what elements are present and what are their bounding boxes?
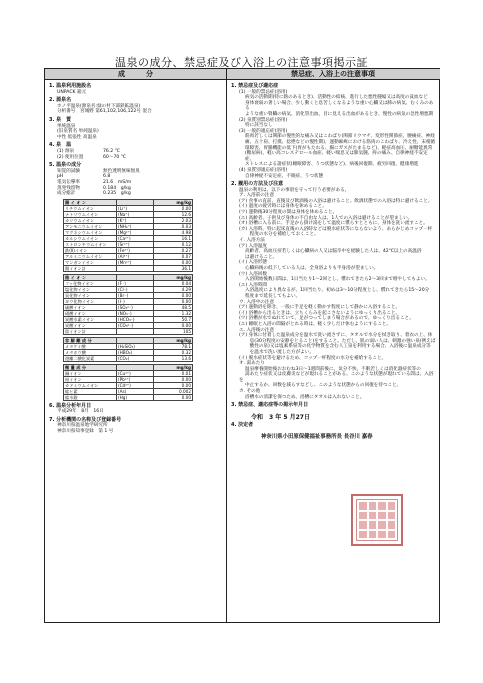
text-line: 入浴開始後数日間は、1日当たり1〜2回とし、慣れてきたら2〜3回まで増やしてもよい。 (239, 277, 430, 283)
component-symbol: (SO₄²⁻) (117, 304, 154, 310)
text-line: イ. 入浴方法 (239, 238, 265, 244)
component-value: 0.01 (154, 370, 193, 376)
spring-quality: 単純温泉 (57, 123, 76, 129)
analysis-number: 分析番号 宮城野 第61,102,106,122号 混合 (57, 109, 152, 115)
text-line: 中止するか、回数を減らすなどし、このような状態からの回復を待つこと。 (239, 383, 402, 389)
component-value: mg/kg (154, 364, 193, 370)
cation-table (63, 199, 193, 272)
property-value: 21.6 mS/m (103, 179, 132, 185)
table-row (64, 328, 193, 334)
component-value: 50.7 (154, 316, 193, 322)
component-symbol: (Pb²⁺) (117, 376, 154, 382)
component-symbol: (K⁺) (117, 217, 154, 223)
component-name: 鉛イオン (64, 376, 117, 382)
component-value: 0.03 (154, 223, 193, 229)
component-name: ヨウ化物イオン (64, 298, 117, 304)
text-line: (イ) 浴槽から出るときは、立ちくらみを起こさないようにゆっくり出ること。 (239, 310, 401, 316)
text-line: (ア) 運動浴を除き、一般に手足を軽く動かす程度にして静かに入浴すること。 (239, 305, 401, 311)
column-divider (226, 69, 227, 622)
component-symbol: (CO₂) (117, 355, 154, 361)
component-value: 16.1 (154, 235, 193, 241)
component-name: 炭酸イオン (64, 322, 117, 328)
section-title: 5. 温泉の成分 (49, 162, 82, 169)
component-value: 0.00 (154, 259, 193, 265)
component-symbol: (H₂SiO₃) (117, 343, 154, 349)
component-name: ストロンチウムイオン (64, 241, 117, 247)
section-title: 3. 泉 質 (49, 116, 72, 123)
property-label: pH (57, 174, 64, 180)
source-name: ホノ平温泉(源泉名:緑の村下部鉄鉱温泉) (57, 103, 141, 109)
component-symbol: (Na⁺) (117, 211, 154, 217)
temp-value: 60〜70 ℃ (103, 154, 126, 160)
component-name: 硫酸イオン (64, 304, 117, 310)
component-name: カリウムイオン (64, 217, 117, 223)
component-value: 0.04 (154, 280, 193, 286)
table-row (64, 265, 193, 271)
text-line: 入浴温度により異なるが、1回当たり、初めは3〜10分程度とし、慣れてきたら15〜20分 (239, 288, 430, 294)
facility-name: UNPACK 箱元 (57, 89, 87, 95)
component-name: 臭化物イオン (64, 292, 117, 298)
text-line: は避けること。 (239, 254, 278, 260)
component-value: 0.00 (154, 292, 193, 298)
property-value: 0.235 g/kg (103, 191, 131, 197)
component-name: アンモニウムイオン (64, 223, 117, 229)
source-section (49, 98, 223, 115)
component-value: 4.98 (154, 229, 193, 235)
component-symbol (117, 265, 154, 271)
component-value: 0.00 (154, 205, 193, 211)
text-line: (カ) 入浴時、特に起床直後の入浴時などは脱水症状等にならないよう、あらかじめコップ一杯 (239, 226, 433, 232)
indications-section (231, 84, 436, 179)
text-line: 身体衰弱の著しい場合、少し動くと息苦しくなるような重い心臓又は肺の病気、むくみのある (245, 100, 434, 112)
component-value: mg/kg (154, 199, 193, 205)
component-value: 48.5 (154, 304, 193, 310)
component-name: 陰イオン計 (64, 328, 117, 334)
quality-class: 中性 低張性 高温泉 (57, 134, 97, 140)
component-name: 総ヒ素 (64, 388, 117, 394)
component-symbol: (Ca²⁺) (117, 235, 154, 241)
subsection-title: (4) 泉質別適応症(浴用) (239, 167, 288, 173)
components-column (49, 81, 223, 435)
text-line: (エ) 入浴時間 (239, 282, 268, 288)
property-label: 蒸発残留物 (57, 185, 80, 191)
component-value: 0.00 (154, 298, 193, 304)
component-name: 総水銀 (64, 394, 117, 400)
section-title: 2. 源泉名 (49, 97, 72, 104)
component-name: カルシウムイオン (64, 235, 117, 241)
text-line: ような重い腎臓の病気、消化管出血、目に見える出血があるとき、慢性の病気の急性増悪期 (245, 111, 434, 117)
text-line: 息(30分程度の安静をとること)をすること。ただし、肌の弱い人は、刺激の強い泉(例えば (239, 338, 436, 344)
text-line: 環障害、胃腸機能の低下(胃がもたれる、腸にガスがたまるなど)、軽症高血圧、耐糖能異常 (245, 145, 433, 151)
text-line: (ウ) 運動後30分程度の間は身体を休めること。 (239, 210, 338, 216)
property-label: 知覚的試験 (57, 168, 80, 174)
text-line: 特に該当なし (245, 123, 273, 129)
header-components: 成 分 (45, 69, 226, 80)
property-label: 電気伝導率 (57, 179, 80, 185)
component-value: 0.00 (154, 376, 193, 382)
official-seal-stamp (351, 494, 403, 546)
component-value: mg/kg (154, 274, 193, 280)
subsection-title: (2) 泉質別禁忌症(浴用) (239, 117, 288, 123)
text-line: (糖尿病)、軽い高コレステロール血症、軽い喘息又は肺気腫、痔の痛み、自律神経不安定症、 (245, 151, 428, 162)
component-symbol: (Mg²⁺) (117, 229, 154, 235)
component-symbol: (Li⁺) (117, 205, 154, 211)
component-name: 遊離二酸化炭素 (64, 355, 117, 361)
component-value: 0.002 (154, 388, 193, 394)
temp-value: 76.2 ℃ (103, 148, 120, 154)
component-name: 塩化物イオン (64, 286, 117, 292)
subsection-title: (1) 一般的禁忌症(浴用) (239, 89, 288, 95)
temp-row (49, 155, 223, 161)
text-line: (エ) 睡眠と入浴の間隔がとれる時は、軽く少しだけ休むようにすること。 (239, 321, 392, 327)
text-line: 病気の活動期(特に熱のあるとき)、活動性の結核、進行した悪性腫瘍又は高度の貧血など (245, 95, 428, 101)
component-value: 0.32 (154, 349, 193, 355)
usage-notes (231, 188, 436, 401)
component-symbol: (Sr²⁺) (117, 241, 154, 247)
component-value: 0.27 (154, 247, 193, 253)
section-title: 7. 分析機関の名称及び登録番号 (49, 416, 122, 423)
component-name: 鉄(II)イオン (64, 247, 117, 253)
component-symbol: (HCO₃⁻) (117, 316, 154, 322)
component-value: 105 (154, 328, 193, 334)
component-symbol: (F⁻) (117, 280, 154, 286)
trace-table (63, 364, 193, 401)
component-name: 陽イオン計 (64, 265, 117, 271)
component-name: メタケイ酸 (64, 343, 117, 349)
lab-section (49, 418, 223, 435)
old-quality: (旧泉質名 単純温泉) (57, 129, 99, 135)
spring-quality-section (49, 118, 223, 140)
text-line: (ア) 食事の直前、直後及び飲酒後の入浴は避けること。飲酒状態での入浴は特に避けること。 (239, 198, 433, 204)
general-indications (231, 134, 436, 168)
page-title: 温泉の成分、禁忌症及び入浴上の注意事項掲示証 (115, 56, 368, 69)
lab-registration: 神奈川県知事登録 第 1 号 (57, 429, 114, 435)
component-symbol: (Cu²⁺) (117, 370, 154, 376)
property-value: 6.8 (103, 174, 111, 180)
component-name: リチウムイオン (64, 205, 117, 211)
text-line: (ア) 入浴温度 (239, 243, 268, 249)
temp-label: (1) 源泉 (57, 148, 75, 154)
section-title: 2. 履用の方法及び注意 (231, 181, 284, 188)
property-value: 0.184 g/kg (103, 185, 131, 191)
component-value: 78.1 (154, 343, 193, 349)
specific-indications (231, 174, 436, 180)
temperature-section (49, 143, 223, 160)
component-symbol: (Cl⁻) (117, 286, 154, 292)
component-name: 銅イオン (64, 370, 117, 376)
section-title: 3. 禁忌症、適応症等の掲示年月日 (231, 402, 309, 409)
component-value: 0.00 (154, 394, 193, 400)
text-line: 温泉療養開始後おおむね3日〜1週間前後に、気分不快、不眠若しくは消化器症状等の (239, 366, 421, 372)
decider-name: 神奈川県小田原保健福祉事務所長 長谷川 嘉春 (261, 434, 373, 441)
component-symbol: (Br⁻) (117, 292, 154, 298)
component-value: 36.1 (154, 265, 193, 271)
decider-section (231, 423, 436, 440)
text-line: 温泉の利用は、以下の事項を守って行う必要がある。 (239, 187, 350, 193)
text-line: 程度の水分を補給しておくこと。 (239, 232, 319, 238)
component-symbol: (I⁻) (117, 298, 154, 304)
component-symbol: (NH₄⁺) (117, 223, 154, 229)
text-line: (オ) 浴槽に入る前に、手足から掛け湯をして温度に慣らすとともに、身体を洗い流すこと。 (239, 221, 428, 227)
component-name: 非 解 離 成 分 (64, 337, 117, 343)
posting-date: 令和 3 年 5 月27日 (251, 413, 310, 421)
property-list (49, 169, 223, 197)
general-contraindications (231, 95, 436, 117)
section-title: 4. 決定者 (231, 422, 254, 429)
text-line: (イ) 過度の疲労時には身体を休めること。 (239, 204, 327, 210)
section-title: 4. 泉 温 (49, 142, 72, 149)
component-value: 0.00 (154, 322, 193, 328)
component-value: 1.32 (154, 310, 193, 316)
text-line: (ア) 身体に付着した温泉成分を温水で洗い流さずに、タオルで水分を拭き取り、着衣の上、休 (239, 333, 433, 339)
text-line: ストレスによる諸症状(睡眠障害、うつ状態など)、病後回復期、疲労回復、健康増進 (245, 162, 419, 168)
anion-table (63, 274, 193, 335)
text-line: (イ) 脱水症状等を避けるため、コップ一杯程度の水分を補給すること。 (239, 355, 387, 361)
contraindications-column (231, 81, 436, 441)
table-row (64, 355, 193, 361)
table-row (64, 394, 193, 400)
nondissociated-table (63, 337, 193, 362)
component-value: 12.6 (154, 211, 193, 217)
component-value: 0.00 (154, 382, 193, 388)
text-line: 痛、五十肩、打撲、捻挫などの慢性期)、運動麻痺における筋肉のこわばり、冷え性、末梢循 (245, 139, 436, 145)
subsection-title: (3) 一般的適応症(浴用) (239, 128, 288, 134)
component-value: 0.07 (154, 253, 193, 259)
component-value: 2.03 (154, 217, 193, 223)
text-line: 自律神経不安定症、不眠症、うつ状態 (245, 173, 324, 179)
text-line: 筋肉若しくは関節の慢性的な痛み又はこわばり(関節リウマチ、変形性関節症、腰痛症、神経 (245, 134, 435, 140)
component-symbol: (Al³⁺) (117, 253, 154, 259)
component-symbol: (NO₃⁻) (117, 310, 154, 316)
component-value: 13.6 (154, 355, 193, 361)
component-value: 4.29 (154, 286, 193, 292)
component-symbol: (Fe²⁺) (117, 247, 154, 253)
component-name: メタホウ酸 (64, 349, 117, 355)
component-value: 0.12 (154, 241, 193, 247)
text-line: (エ) 高齢者、子供及び身体の不自由な人は、1人での入浴は避けることが望ましい。 (239, 215, 413, 221)
usage-section (231, 182, 436, 400)
text-line: 浴槽水の清潔を保つため、浴槽にタオルは入れないこと。 (239, 394, 365, 400)
text-line: カ. その他 (239, 389, 261, 395)
component-name: 硝酸イオン (64, 310, 117, 316)
component-symbol (117, 328, 154, 334)
component-name: アルミニウムイオン (64, 253, 117, 259)
facility-section (49, 84, 223, 95)
property-row (49, 191, 223, 197)
property-label: 成分総計 (57, 191, 76, 197)
text-line: 程度まで延長してもよい。 (239, 293, 301, 299)
lab-name: 神奈川県温泉地学研究所 (57, 423, 108, 429)
text-line: オ. 湯あたり (239, 361, 265, 367)
component-name: マンガンイオン (64, 259, 117, 265)
component-symbol: (HBO₂) (117, 349, 154, 355)
section-title: 6. 温泉分析年月日 (49, 402, 92, 409)
component-name: フッ化物イオン (64, 280, 117, 286)
text-line: 酸性の泉)又は塩素系泉等の化学物質を含む人工泉を利用する場合、入浴後に温泉成分等 (239, 344, 431, 350)
component-name: マグネシウムイオン (64, 229, 117, 235)
component-name: ナトリウムイオン (64, 211, 117, 217)
text-line: エ. 入浴後の注意 (239, 327, 275, 333)
header-contraindications: 禁忌症、入浴上の注意事項 (226, 69, 440, 80)
temp-label: (2) 使用位置 (57, 154, 84, 160)
posting-date-section (231, 403, 436, 420)
text-line: (ウ) 浴槽が水でぬれていて、足がつってしまう場合があるので、ゆっくり出ること。 (239, 316, 414, 322)
text-line: (ウ) 入浴回数 (239, 271, 268, 277)
section-title: 1. 温泉利用施設名 (49, 83, 92, 89)
component-name: 微 量 成 分 (64, 364, 117, 370)
property-value: 無色透明無味無臭 (103, 168, 140, 174)
component-symbol: (Hg) (117, 394, 154, 400)
section-title: 1. 禁忌症及び適応症 (231, 83, 279, 89)
text-line: 高齢者、高血圧症若しくは心臓病の人又は脳卒中を経験した人は、42℃以上の高温浴 (239, 249, 422, 255)
component-symbol: (CO₃²⁻) (117, 322, 154, 328)
component-symbol: (Cd²⁺) (117, 382, 154, 388)
component-name: 陰 イ オ ン (64, 274, 117, 280)
text-line: 湯あたり症状又は皮膚炎などが現れることがある。このような状態が現れている間は、入浴を (239, 372, 434, 383)
analysis-date: 平成29年 8月 16日 (57, 409, 104, 415)
analysis-date-section (49, 404, 223, 415)
text-line: ウ. 入浴中の注意 (239, 299, 275, 305)
text-line: ア. 入浴前の注意 (239, 193, 275, 199)
component-symbol: (As) (117, 388, 154, 394)
text-line: を温水で洗い流した方がよい。 (239, 349, 314, 355)
text-line: 心臓病後の低下している人は、全身浴よりも半身浴が望ましい。 (239, 266, 379, 271)
component-name: 陽 イ オ ン (64, 199, 117, 205)
text-line: (イ) 入浴形態 (239, 260, 268, 266)
component-symbol: (Mn²⁺) (117, 259, 154, 265)
component-name: 炭酸水素イオン (64, 316, 117, 322)
component-value: mg/kg (154, 337, 193, 343)
component-name: カドミウムイオン (64, 382, 117, 388)
composition-section (49, 163, 223, 401)
